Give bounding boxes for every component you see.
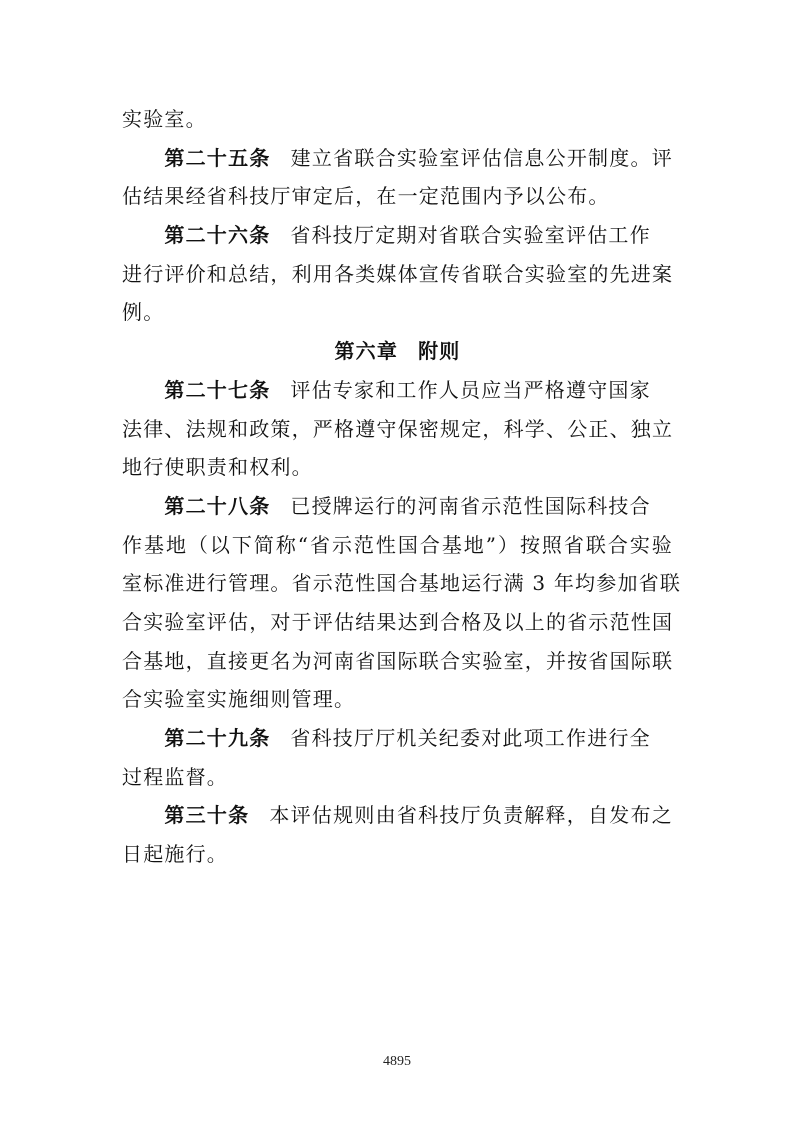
article-label: 第二十八条	[164, 493, 271, 518]
article-text: 省科技厅厅机关纪委对此项工作进行全	[290, 726, 651, 750]
article-label: 第二十七条	[164, 377, 271, 402]
text-line: 地行使职责和权利。	[122, 455, 313, 480]
text-line: 日起施行。	[122, 842, 228, 867]
article-label: 第二十六条	[164, 223, 271, 248]
chapter-number: 第六章	[334, 339, 399, 364]
text-line	[122, 371, 673, 410]
page-number: 4895	[383, 1054, 411, 1069]
text-line	[122, 487, 673, 526]
text-line	[122, 216, 673, 255]
article-text: 省科技厅定期对省联合实验室评估工作	[290, 223, 651, 248]
text-line: 室标准进行管理。省示范性国合基地运行满 3 年均参加省联	[122, 571, 682, 596]
article-29	[122, 719, 673, 796]
article-text: 建立省联合实验室评估信息公开制度。评	[290, 145, 673, 170]
document-body	[122, 100, 682, 874]
text-line: 作基地（以下简称“省示范性国合基地”）按照省联合实验	[122, 532, 673, 557]
text-line: 合基地，直接更名为河南省国际联合实验室，并按省国际联	[122, 648, 674, 673]
text-line: 进行评价和总结，利用各类媒体宣传省联合实验室的先进案	[122, 261, 674, 286]
article-25	[122, 139, 673, 216]
article-text: 本评估规则由省科技厅负责解释，自发布之	[269, 803, 673, 828]
article-label: 第二十五条	[164, 145, 271, 170]
text-line	[122, 139, 673, 178]
carryover-line: 实验室。	[122, 107, 207, 131]
text-line	[122, 796, 673, 835]
article-28	[122, 487, 682, 719]
article-text: 已授牌运行的河南省示范性国际科技合	[290, 493, 651, 518]
chapter-heading	[122, 332, 673, 371]
chapter-title: 附则	[418, 339, 461, 364]
article-label: 第三十条	[164, 803, 250, 828]
text-line: 合实验室评估，对于评估结果达到合格及以上的省示范性国	[122, 609, 674, 634]
text-line: 例。	[122, 300, 165, 325]
text-line	[122, 719, 673, 758]
article-30	[122, 796, 673, 873]
article-26	[122, 216, 673, 332]
article-label: 第二十九条	[164, 726, 271, 750]
text-line: 估结果经省科技厅审定后，在一定范围内予以公布。	[122, 184, 610, 209]
article-text: 评估专家和工作人员应当严格遵守国家	[290, 377, 651, 402]
article-27	[122, 371, 673, 487]
text-line: 合实验室实施细则管理。	[122, 687, 356, 712]
text-line: 法律、法规和政策，严格遵守保密规定，科学、公正、独立	[122, 416, 674, 441]
text-line: 过程监督。	[122, 764, 228, 789]
